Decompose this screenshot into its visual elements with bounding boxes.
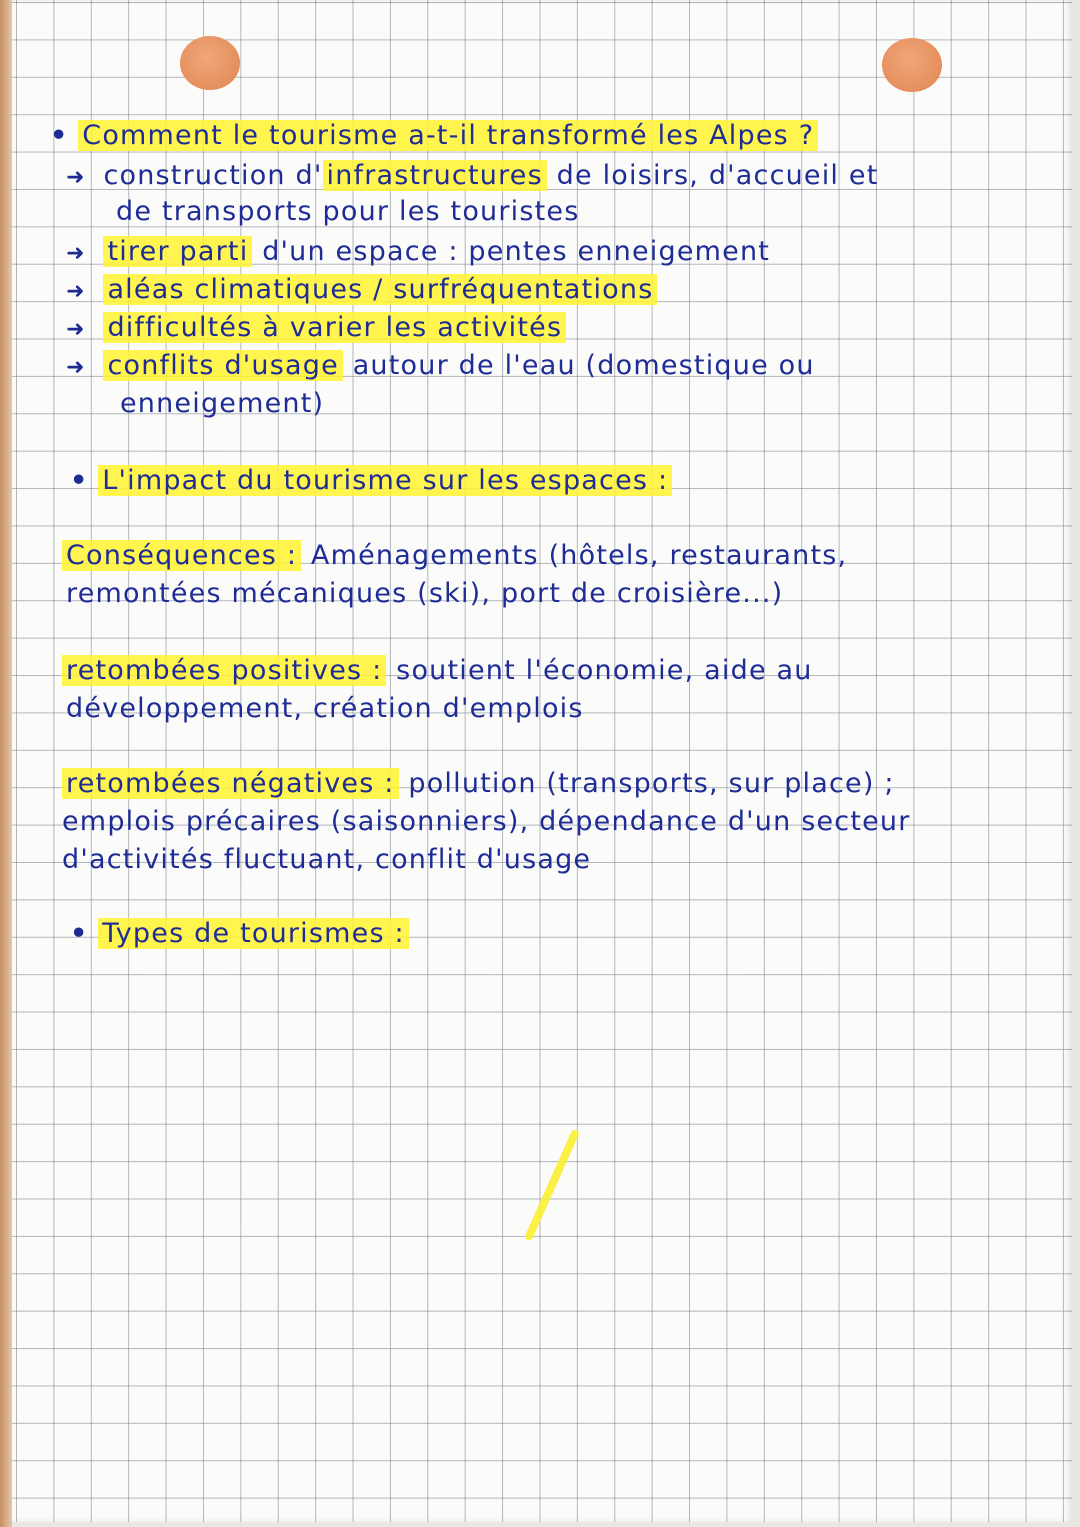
list-item: ➜ conflits d'usage autour de l'eau (domestique ou xyxy=(66,350,815,381)
arrow-icon: ➜ xyxy=(66,355,86,380)
arrow-icon: ➜ xyxy=(66,241,86,266)
consequences-continuation: remontées mécaniques (ski), port de croisière...) xyxy=(66,578,784,609)
list-item: ➜ tirer parti d'un espace : pentes enneigement xyxy=(66,236,771,267)
bullet-icon: • xyxy=(50,120,69,151)
positive-effects-continuation: développement, création d'emplois xyxy=(66,693,584,724)
list-item: ➜ construction d' infrastructures de loisirs, d'accueil et xyxy=(66,160,879,191)
arrow-icon: ➜ xyxy=(66,317,86,342)
list-item-continuation: enneigement) xyxy=(120,388,325,419)
arrow-icon: ➜ xyxy=(66,279,86,304)
negative-effects-paragraph: retombées négatives : pollution (transports, sur place) ; xyxy=(62,768,895,799)
list-item: ➜ aléas climatiques / surfréquentations xyxy=(66,274,657,305)
bullet-icon: • xyxy=(70,918,89,949)
negative-effects-continuation: d'activités fluctuant, conflit d'usage xyxy=(62,844,592,875)
positive-effects-paragraph: retombées positives : soutient l'économie, aide au xyxy=(62,655,813,686)
list-item: ➜ difficultés à varier les activités xyxy=(66,312,566,343)
question-title: Comment le tourisme a-t-il transformé les Alpes ? xyxy=(78,120,818,151)
question-heading xyxy=(50,120,818,151)
arrow-icon: ➜ xyxy=(66,165,86,190)
bullet-icon: • xyxy=(70,465,89,496)
section-heading: • Types de tourismes : xyxy=(70,918,409,949)
consequences-paragraph: Conséquences : Aménagements (hôtels, restaurants, xyxy=(62,540,847,571)
list-item-continuation: de transports pour les touristes xyxy=(116,196,580,227)
negative-effects-continuation: emplois précaires (saisonniers), dépendance d'un secteur xyxy=(62,806,911,837)
section-heading: • L'impact du tourisme sur les espaces : xyxy=(70,465,672,496)
